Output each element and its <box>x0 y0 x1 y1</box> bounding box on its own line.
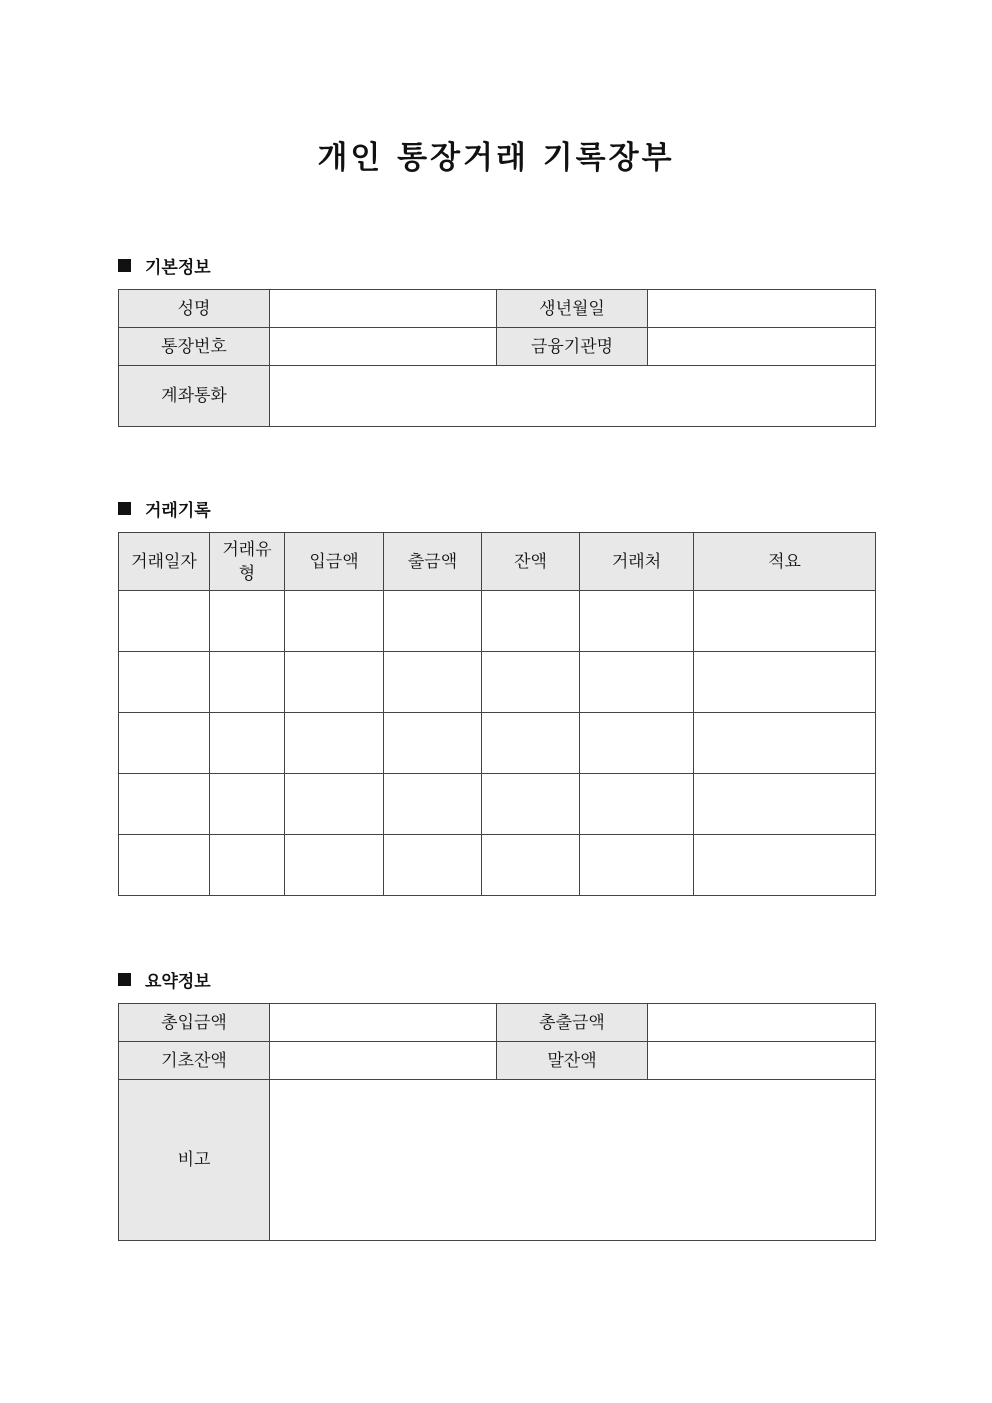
record-cell[interactable] <box>119 774 210 835</box>
label-total-out: 총출금액 <box>497 1004 648 1042</box>
record-cell[interactable] <box>580 591 694 652</box>
record-cell[interactable] <box>580 652 694 713</box>
note-field[interactable] <box>270 1080 876 1241</box>
table-row <box>119 713 876 774</box>
section-heading-records-label: 거래기록 <box>145 501 211 521</box>
record-cell[interactable] <box>285 774 384 835</box>
label-bank: 금융기관명 <box>497 328 648 366</box>
record-cell[interactable] <box>384 652 482 713</box>
open-balance-field[interactable] <box>270 1042 497 1080</box>
record-cell[interactable] <box>694 713 876 774</box>
record-cell[interactable] <box>285 652 384 713</box>
record-cell[interactable] <box>694 591 876 652</box>
record-cell[interactable] <box>482 774 580 835</box>
record-cell[interactable] <box>210 713 285 774</box>
section-heading-basic <box>118 253 211 278</box>
table-row <box>119 591 876 652</box>
section-heading-summary-label: 요약정보 <box>145 972 211 992</box>
records-table <box>118 532 876 896</box>
label-currency: 계좌통화 <box>119 366 270 427</box>
col-header-withdrawal: 출금액 <box>384 533 482 591</box>
record-cell[interactable] <box>384 774 482 835</box>
square-bullet-icon <box>118 973 131 986</box>
table-row <box>119 835 876 896</box>
total-out-field[interactable] <box>648 1004 876 1042</box>
birth-field[interactable] <box>648 290 876 328</box>
record-cell[interactable] <box>384 835 482 896</box>
total-in-field[interactable] <box>270 1004 497 1042</box>
col-header-counterparty: 거래처 <box>580 533 694 591</box>
record-cell[interactable] <box>482 835 580 896</box>
col-header-date: 거래일자 <box>119 533 210 591</box>
bank-field[interactable] <box>648 328 876 366</box>
page-title: 개인 통장거래 기록장부 <box>317 140 675 176</box>
col-header-type: 거래유형 <box>210 533 285 591</box>
table-row <box>119 774 876 835</box>
record-cell[interactable] <box>210 835 285 896</box>
account-no-field[interactable] <box>270 328 497 366</box>
record-cell[interactable] <box>482 652 580 713</box>
record-cell[interactable] <box>482 713 580 774</box>
record-cell[interactable] <box>694 835 876 896</box>
record-cell[interactable] <box>119 713 210 774</box>
label-total-in: 총입금액 <box>119 1004 270 1042</box>
record-cell[interactable] <box>285 835 384 896</box>
summary-table <box>118 1003 876 1241</box>
record-cell[interactable] <box>210 591 285 652</box>
record-cell[interactable] <box>119 652 210 713</box>
square-bullet-icon <box>118 502 131 515</box>
record-cell[interactable] <box>119 591 210 652</box>
label-account-no: 통장번호 <box>119 328 270 366</box>
basic-info-table <box>118 289 876 427</box>
record-cell[interactable] <box>694 774 876 835</box>
record-cell[interactable] <box>119 835 210 896</box>
currency-field[interactable] <box>270 366 876 427</box>
section-heading-summary <box>118 967 211 992</box>
label-note: 비고 <box>119 1080 270 1241</box>
record-cell[interactable] <box>694 652 876 713</box>
record-cell[interactable] <box>580 774 694 835</box>
record-cell[interactable] <box>210 652 285 713</box>
record-cell[interactable] <box>384 713 482 774</box>
section-heading-basic-label: 기본정보 <box>145 258 211 278</box>
close-balance-field[interactable] <box>648 1042 876 1080</box>
record-cell[interactable] <box>482 591 580 652</box>
label-name: 성명 <box>119 290 270 328</box>
record-cell[interactable] <box>384 591 482 652</box>
record-cell[interactable] <box>285 591 384 652</box>
record-cell[interactable] <box>285 713 384 774</box>
label-open-balance: 기초잔액 <box>119 1042 270 1080</box>
record-cell[interactable] <box>210 774 285 835</box>
col-header-balance: 잔액 <box>482 533 580 591</box>
col-header-memo: 적요 <box>694 533 876 591</box>
name-field[interactable] <box>270 290 497 328</box>
section-heading-records <box>118 496 211 521</box>
table-row <box>119 652 876 713</box>
square-bullet-icon <box>118 259 131 272</box>
label-close-balance: 말잔액 <box>497 1042 648 1080</box>
label-birth: 생년월일 <box>497 290 648 328</box>
col-header-deposit: 입금액 <box>285 533 384 591</box>
record-cell[interactable] <box>580 713 694 774</box>
record-cell[interactable] <box>580 835 694 896</box>
